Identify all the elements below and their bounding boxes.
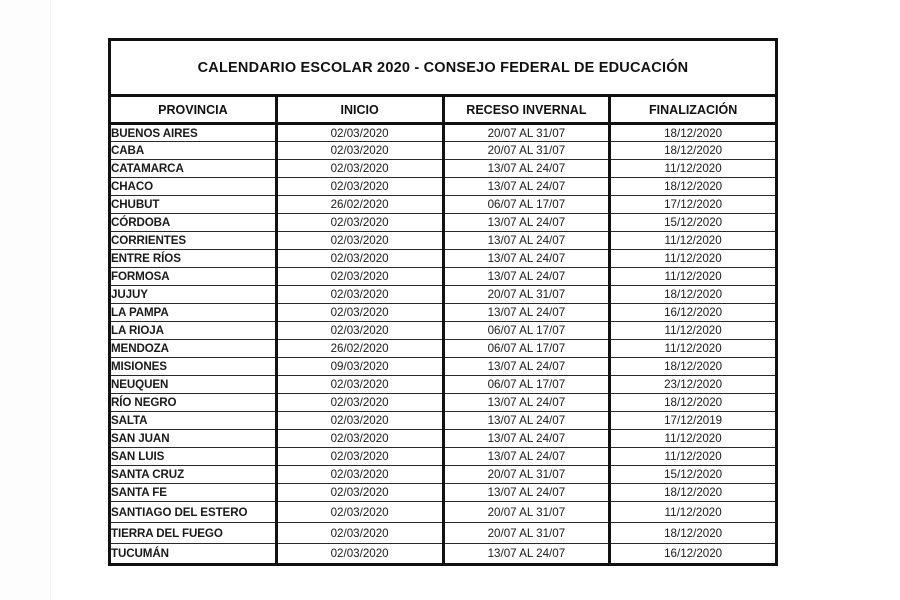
cell-finalizacion: 11/12/2020: [610, 322, 777, 340]
cell-finalizacion: 18/12/2020: [610, 142, 777, 160]
table-row: [110, 448, 777, 466]
cell-inicio: 02/03/2020: [276, 178, 443, 196]
cell-inicio: 26/02/2020: [276, 196, 443, 214]
cell-inicio: 02/03/2020: [276, 322, 443, 340]
table-row: [110, 142, 777, 160]
cell-provincia: CHACO: [110, 178, 277, 196]
cell-inicio: 02/03/2020: [276, 124, 443, 142]
cell-provincia: SANTA CRUZ: [110, 466, 277, 484]
cell-finalizacion: 16/12/2020: [664, 547, 723, 560]
cell-inicio: 02/03/2020: [276, 544, 443, 565]
cell-finalizacion: 11/12/2020: [610, 448, 777, 466]
cell-inicio: 26/02/2020: [276, 340, 443, 358]
cell-provincia: LA RIOJA: [110, 322, 277, 340]
cell-finalizacion: 11/12/2020: [610, 160, 777, 178]
cell-inicio: 09/03/2020: [276, 358, 443, 376]
cell-inicio: 02/03/2020: [276, 232, 443, 250]
cell-receso: 13/07 AL 24/07: [443, 178, 610, 196]
cell-receso: 13/07 AL 24/07: [443, 160, 610, 178]
cell-finalizacion: 11/12/2020: [610, 430, 777, 448]
cell-provincia: TIERRA DEL FUEGO: [110, 523, 277, 544]
title-row: [110, 40, 777, 96]
cell-receso: 13/07 AL 24/07: [443, 484, 610, 502]
cell-receso: 13/07 AL 24/07: [443, 412, 610, 430]
cell-inicio: 02/03/2020: [276, 430, 443, 448]
table-row: [110, 502, 777, 523]
cell-inicio: 02/03/2020: [276, 214, 443, 232]
cell-receso: 06/07 AL 17/07: [443, 340, 610, 358]
cell-provincia: SANTA FE: [110, 484, 277, 502]
cell-provincia: ENTRE RÍOS: [110, 250, 277, 268]
cell-finalizacion: 18/12/2020: [610, 178, 777, 196]
table-row: [110, 340, 777, 358]
cell-finalizacion: 15/12/2020: [610, 214, 777, 232]
cell-provincia: LA PAMPA: [110, 304, 277, 322]
cell-receso: 13/07 AL 24/07: [443, 448, 610, 466]
cell-receso: 13/07 AL 24/07: [443, 394, 610, 412]
cell-inicio: 02/03/2020: [276, 286, 443, 304]
cell-receso: 06/07 AL 17/07: [443, 376, 610, 394]
cell-receso: 13/07 AL 24/07: [443, 214, 610, 232]
cell-receso: 20/07 AL 31/07: [443, 286, 610, 304]
cell-provincia: NEUQUEN: [110, 376, 277, 394]
document-title: CALENDARIO ESCOLAR 2020 - CONSEJO FEDERAL DE EDUCACIÓN: [110, 40, 777, 96]
cell-provincia: JUJUY: [110, 286, 277, 304]
table-body: [110, 124, 777, 565]
cell-receso: 13/07 AL 24/07: [443, 544, 610, 565]
table-row: [110, 322, 777, 340]
page-fold-line: [50, 0, 51, 600]
cell-receso: 13/07 AL 24/07: [443, 268, 610, 286]
cell-finalizacion: 16/12/2020: [610, 304, 777, 322]
cell-finalizacion: 18/12/2020: [610, 124, 777, 142]
table-row: [110, 232, 777, 250]
table-row: [110, 250, 777, 268]
cell-provincia: CORRIENTES: [110, 232, 277, 250]
cell-finalizacion: 17/12/2020: [610, 196, 777, 214]
table-row: [110, 544, 777, 565]
cell-provincia: CÓRDOBA: [110, 214, 277, 232]
cell-provincia: SAN JUAN: [110, 430, 277, 448]
cell-receso: 20/07 AL 31/07: [443, 466, 610, 484]
cell-finalizacion: 11/12/2020: [610, 340, 777, 358]
cell-inicio: 02/03/2020: [276, 412, 443, 430]
cell-provincia: SANTIAGO DEL ESTERO: [110, 502, 277, 523]
table-row: [110, 376, 777, 394]
table-head: [110, 40, 777, 124]
cell-finalizacion: 23/12/2020: [610, 376, 777, 394]
cell-finalizacion: 17/12/2019: [610, 412, 777, 430]
cell-receso: 20/07 AL 31/07: [443, 124, 610, 142]
cell-inicio: 02/03/2020: [276, 466, 443, 484]
cell-provincia: TUCUMÁN: [110, 544, 277, 565]
table-row: [110, 523, 777, 544]
column-header-inicio: INICIO: [276, 96, 443, 124]
table-row: [110, 430, 777, 448]
cell-inicio: 02/03/2020: [276, 268, 443, 286]
cell-finalizacion: 11/12/2020: [610, 268, 777, 286]
cell-provincia: MISIONES: [110, 358, 277, 376]
cell-inicio: 02/03/2020: [276, 394, 443, 412]
cell-inicio: 02/03/2020: [276, 376, 443, 394]
cell-receso: 13/07 AL 24/07: [443, 232, 610, 250]
cell-inicio: 02/03/2020: [276, 523, 443, 544]
column-header-row: [110, 96, 777, 124]
table-row: [110, 214, 777, 232]
cell-finalizacion: 11/12/2020: [610, 502, 777, 523]
cell-provincia: BUENOS AIRES: [110, 124, 277, 142]
cell-receso: 06/07 AL 17/07: [443, 322, 610, 340]
cell-inicio: 02/03/2020: [276, 502, 443, 523]
cell-finalizacion: 18/12/2020: [610, 523, 777, 544]
cell-provincia: SAN LUIS: [110, 448, 277, 466]
cell-receso: 20/07 AL 31/07: [443, 523, 610, 544]
cell-inicio: 02/03/2020: [276, 304, 443, 322]
cell-receso: 13/07 AL 24/07: [443, 358, 610, 376]
table-row: [110, 286, 777, 304]
cell-provincia: CATAMARCA: [110, 160, 277, 178]
column-header-finalizacion: FINALIZACIÓN: [610, 96, 777, 124]
column-header-receso-invernal: RECESO INVERNAL: [443, 96, 610, 124]
cell-finalizacion: 11/12/2020: [610, 232, 777, 250]
cell-receso: 13/07 AL 24/07: [443, 250, 610, 268]
cell-inicio: 02/03/2020: [276, 448, 443, 466]
table-row: [110, 358, 777, 376]
page-left-margin: [0, 0, 50, 600]
table-row: [110, 466, 777, 484]
cell-provincia: CABA: [110, 142, 277, 160]
cell-provincia: SALTA: [110, 412, 277, 430]
cell-receso: 13/07 AL 24/07: [443, 304, 610, 322]
cell-provincia: CHUBUT: [110, 196, 277, 214]
table-row: [110, 268, 777, 286]
cell-inicio: 02/03/2020: [276, 142, 443, 160]
cell-finalizacion: 11/12/2020: [610, 250, 777, 268]
cell-provincia: FORMOSA: [110, 268, 277, 286]
table-row: [110, 394, 777, 412]
cell-inicio: 02/03/2020: [276, 250, 443, 268]
table-row: [110, 304, 777, 322]
cell-receso: 20/07 AL 31/07: [443, 502, 610, 523]
table-row: [110, 124, 777, 142]
column-header-provincia: PROVINCIA: [110, 96, 277, 124]
cell-receso: 20/07 AL 31/07: [443, 142, 610, 160]
cell-provincia: MENDOZA: [110, 340, 277, 358]
cell-inicio: 02/03/2020: [276, 484, 443, 502]
table-row: [110, 160, 777, 178]
table-row: [110, 196, 777, 214]
cell-finalizacion: 18/12/2020: [610, 286, 777, 304]
table-row: [110, 178, 777, 196]
cell-receso: 13/07 AL 24/07: [443, 430, 610, 448]
cell-inicio: 02/03/2020: [276, 160, 443, 178]
table-row: [110, 412, 777, 430]
school-calendar-table: [108, 38, 778, 566]
cell-receso: 06/07 AL 17/07: [443, 196, 610, 214]
cell-provincia: RÍO NEGRO: [110, 394, 277, 412]
cell-finalizacion: 15/12/2020: [610, 466, 777, 484]
cell-finalizacion: 18/12/2020: [610, 358, 777, 376]
cell-finalizacion: 18/12/2020: [610, 484, 777, 502]
table-row: [110, 484, 777, 502]
cell-finalizacion: 18/12/2020: [610, 394, 777, 412]
